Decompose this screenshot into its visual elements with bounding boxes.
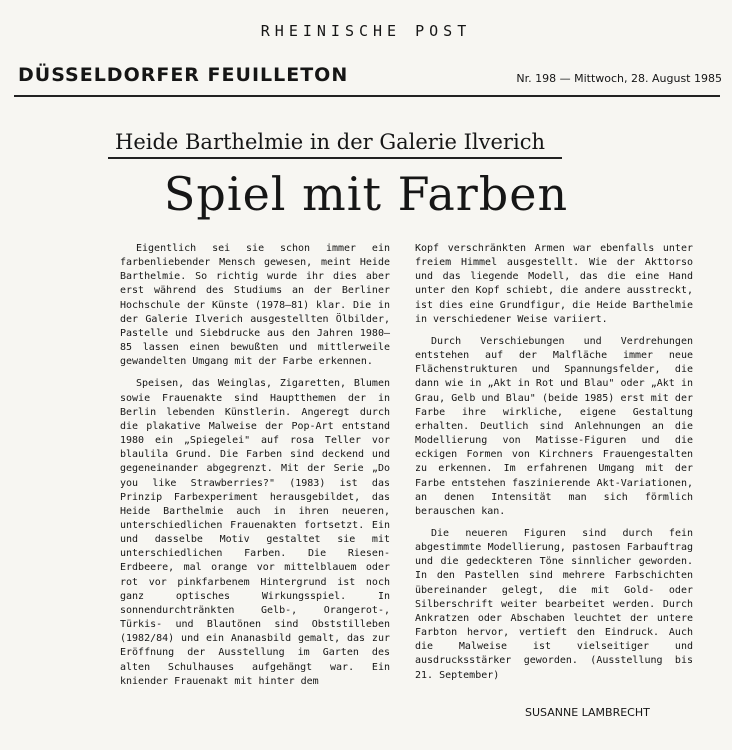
article-paragraph: Durch Verschiebungen und Verdrehungen entstehen auf der Malfläche immer neue Flächenstrukturen und Spannungsfelder, die dann wie in „Akt in Rot und Blau" oder „Akt in Grau, Gelb und Blau" (beide 1985) erst mit der Farbe ihre wirkliche, eigene Gestaltung erhalten. Deutlich sind Anlehnungen an die Modellierung von Matisse-Figuren und die eckigen Formen von Kirchners Frauengestalten zu erkennen. Im erfahrenen Umgang mit der Farbe entstehen faszinierende Akt-Variationen, an denen Intensität man sich förmlich berauschen kan.: [415, 335, 693, 517]
article-column-right: [415, 242, 693, 691]
article-paragraph: Die neueren Figuren sind durch fein abgestimmte Modellierung, pastosen Farbauftrag und die gedeckteren Töne sinnlicher geworden. In den Pastellen sind mehrere Farbschichten übereinander gelegt, die mit Gold- oder Silberschrift weiter bearbeitet werden. Durch Ankratzen oder Abschaben leuchtet der untere Farbton hervor, vertieft den Eindruck. Auch die Malweise ist vielseitiger und ausdrucksstärker geworden. (Ausstellung bis 21. September): [415, 527, 693, 681]
article-headline: Spiel mit Farben: [163, 167, 569, 221]
article-column-left: [120, 242, 390, 697]
article-kicker: Heide Barthelmie in der Galerie Ilverich: [115, 130, 545, 154]
kicker-underline: [108, 157, 562, 159]
article-paragraph: Speisen, das Weinglas, Zigaretten, Blumen sowie Frauenakte sind Hauptthemen der in Berlin lebenden Künstlerin. Angeregt durch die plakative Malweise der Pop-Art entstand 1980 ein „Spiegelei" auf rosa Teller vor blaulila Grund. Die Farben sind deckend und gegeneinander abgegrenzt. Mit der Serie „Do you like Strawberries?" (1983) ist das Prinzip Farbexperiment herausgebildet, das Heide Barthelmie auch in ihren neueren, unterschiedlichen Frauenakten fortsetzt. Ein und dasselbe Motiv gestaltet sie mit unterschiedlichen Farben. Die Riesen-Erdbeere, mal orange vor mittelblauem oder rot vor pinkfarbenem Hintergrund ist noch ganz optisches Wirkungsspiel. In sonnendurchtränkten Gelb-, Orangerot-, Türkis- und Blautönen sind Obststilleben (1982/84) und ein Ananasbild gemalt, das zur Eröffnung der Ausstellung im Garten des alten Schulhauses aufgehängt war. Ein kniender Frauenakt mit hinter dem: [120, 378, 390, 687]
newspaper-masthead: RHEINISCHE POST: [260, 22, 472, 40]
section-title: DÜSSELDORFER FEUILLETON: [18, 64, 349, 86]
article-paragraph: Kopf verschränkten Armen war ebenfalls unter freiem Himmel ausgestellt. Wie der Akttorso und das liegende Modell, das die eine Hand unter den Kopf schiebt, die andere ausstreckt, ist dies eine Grundfigur, die Heide Barthelmie in verschiedener Weise variiert.: [415, 243, 693, 325]
author-byline: SUSANNE LAMBRECHT: [525, 706, 650, 719]
header-rule: [14, 95, 720, 97]
issue-date-line: Nr. 198 — Mittwoch, 28. August 1985: [516, 72, 722, 85]
article-paragraph: Eigentlich sei sie schon immer ein farbenliebender Mensch gewesen, meint Heide Barthelmie. So richtig wurde ihr dies aber erst während des Studiums an der Berliner Hochschule der Künste (1978—81) klar. Die in der Galerie Ilverich ausgestellten Ölbilder, Pastelle und Siebdrucke aus den Jahren 1980—85 lassen einen bewußten und mittlerweile gewandelten Umgang mit der Farbe erkennen.: [120, 243, 390, 368]
